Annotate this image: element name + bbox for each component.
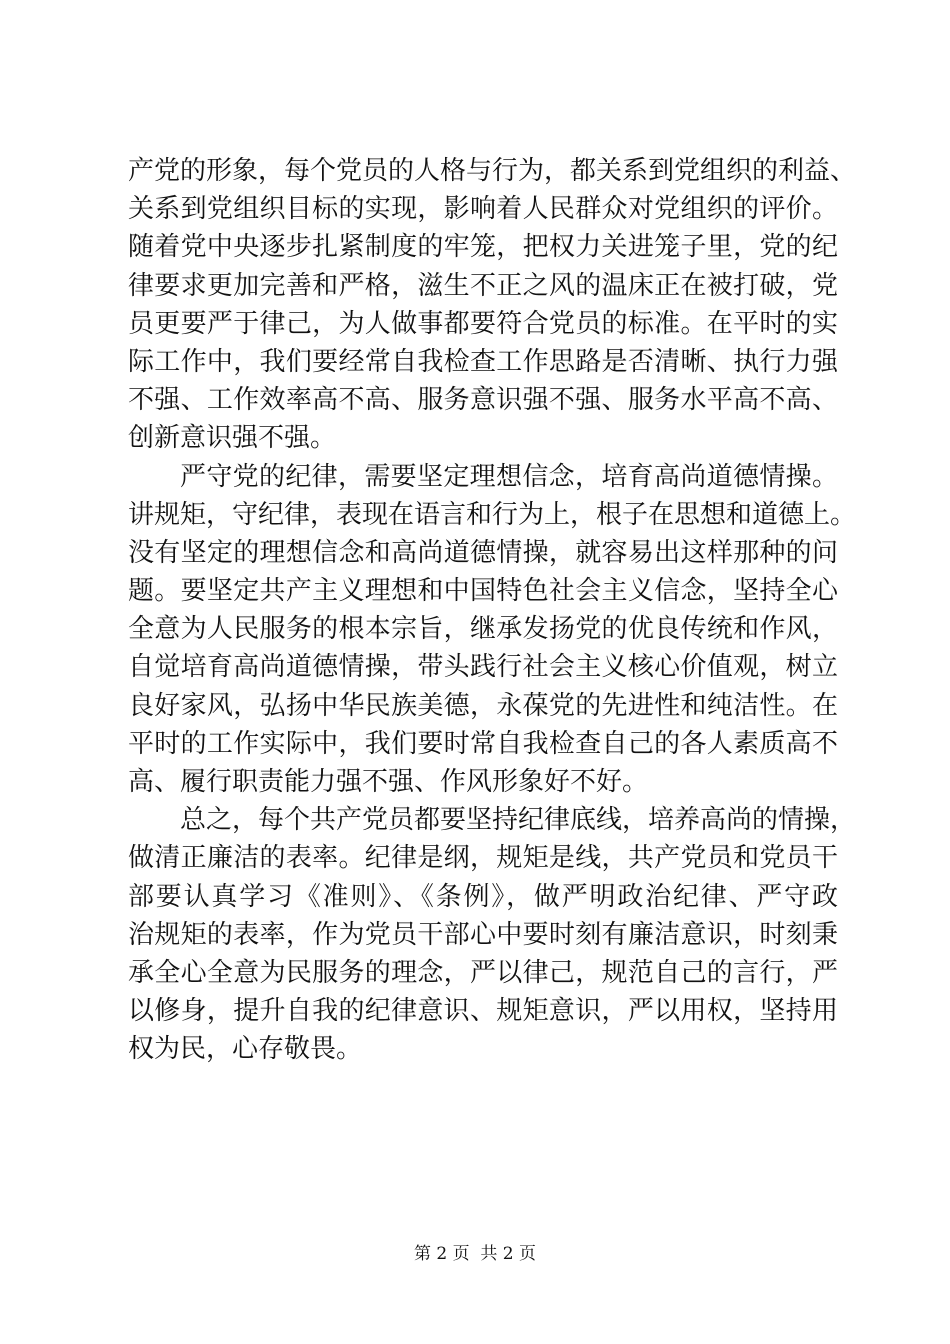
text-line: 不强、工作效率高不高、服务意识强不强、服务水平高不高、 bbox=[128, 385, 838, 416]
paragraph bbox=[128, 801, 857, 1068]
paragraph bbox=[128, 458, 857, 802]
page-footer bbox=[0, 1243, 950, 1265]
page-number-label: 第 2 页 共 2 页 bbox=[413, 1244, 537, 1264]
text-line: 律要求更加完善和严格，滋生不正之风的温床正在被打破，党 bbox=[128, 270, 838, 301]
text-line: 讲规矩，守纪律，表现在语言和行为上，根子在思想和道德上。 bbox=[128, 499, 857, 530]
text-line: 良好家风，弘扬中华民族美德，永葆党的先进性和纯洁性。在 bbox=[128, 690, 838, 721]
text-line: 随着党中央逐步扎紧制度的牢笼，把权力关进笼子里，党的纪 bbox=[128, 232, 838, 263]
text-line: 际工作中，我们要经常自我检查工作思路是否清晰、执行力强 bbox=[128, 346, 838, 377]
text-line: 员更要严于律己，为人做事都要符合党员的标准。在平时的实 bbox=[128, 308, 838, 339]
text-line: 创新意识强不强。 bbox=[128, 423, 337, 454]
text-line: 关系到党组织目标的实现，影响着人民群众对党组织的评价。 bbox=[128, 194, 838, 225]
text-line: 高、履行职责能力强不强、作风形象好不好。 bbox=[128, 767, 649, 797]
text-line: 产党的形象，每个党员的人格与行为，都关系到党组织的利益、 bbox=[128, 156, 857, 186]
text-line: 做清正廉洁的表率。纪律是纲，规矩是线，共产党员和党员干 bbox=[128, 843, 838, 874]
text-line: 治规矩的表率，作为党员干部心中要时刻有廉洁意识，时刻秉 bbox=[128, 919, 838, 950]
text-line: 承全心全意为民服务的理念，严以律己，规范自己的言行，严 bbox=[128, 957, 838, 988]
body-text bbox=[128, 152, 857, 1069]
text-line: 题。要坚定共产主义理想和中国特色社会主义信念，坚持全心 bbox=[128, 576, 838, 607]
text-line: 自觉培育高尚道德情操，带头践行社会主义核心价值观，树立 bbox=[128, 652, 838, 683]
text-line: 严守党的纪律，需要坚定理想信念，培育高尚道德情操。 bbox=[180, 461, 838, 492]
text-line: 总之，每个共产党员都要坚持纪律底线，培养高尚的情操， bbox=[180, 805, 857, 836]
text-line: 全意为人民服务的根本宗旨，继承发扬党的优良传统和作风， bbox=[128, 614, 838, 645]
paragraph bbox=[128, 152, 857, 458]
text-line: 以修身，提升自我的纪律意识、规矩意识，严以用权，坚持用 bbox=[128, 996, 838, 1027]
text-line: 没有坚定的理想信念和高尚道德情操，就容易出这样那种的问 bbox=[128, 537, 838, 568]
text-line: 平时的工作实际中，我们要时常自我检查自己的各人素质高不 bbox=[128, 728, 838, 759]
text-line: 部要认真学习《准则》、《条例》，做严明政治纪律、严守政 bbox=[128, 881, 838, 912]
text-line: 权为民，心存敬畏。 bbox=[128, 1034, 363, 1065]
